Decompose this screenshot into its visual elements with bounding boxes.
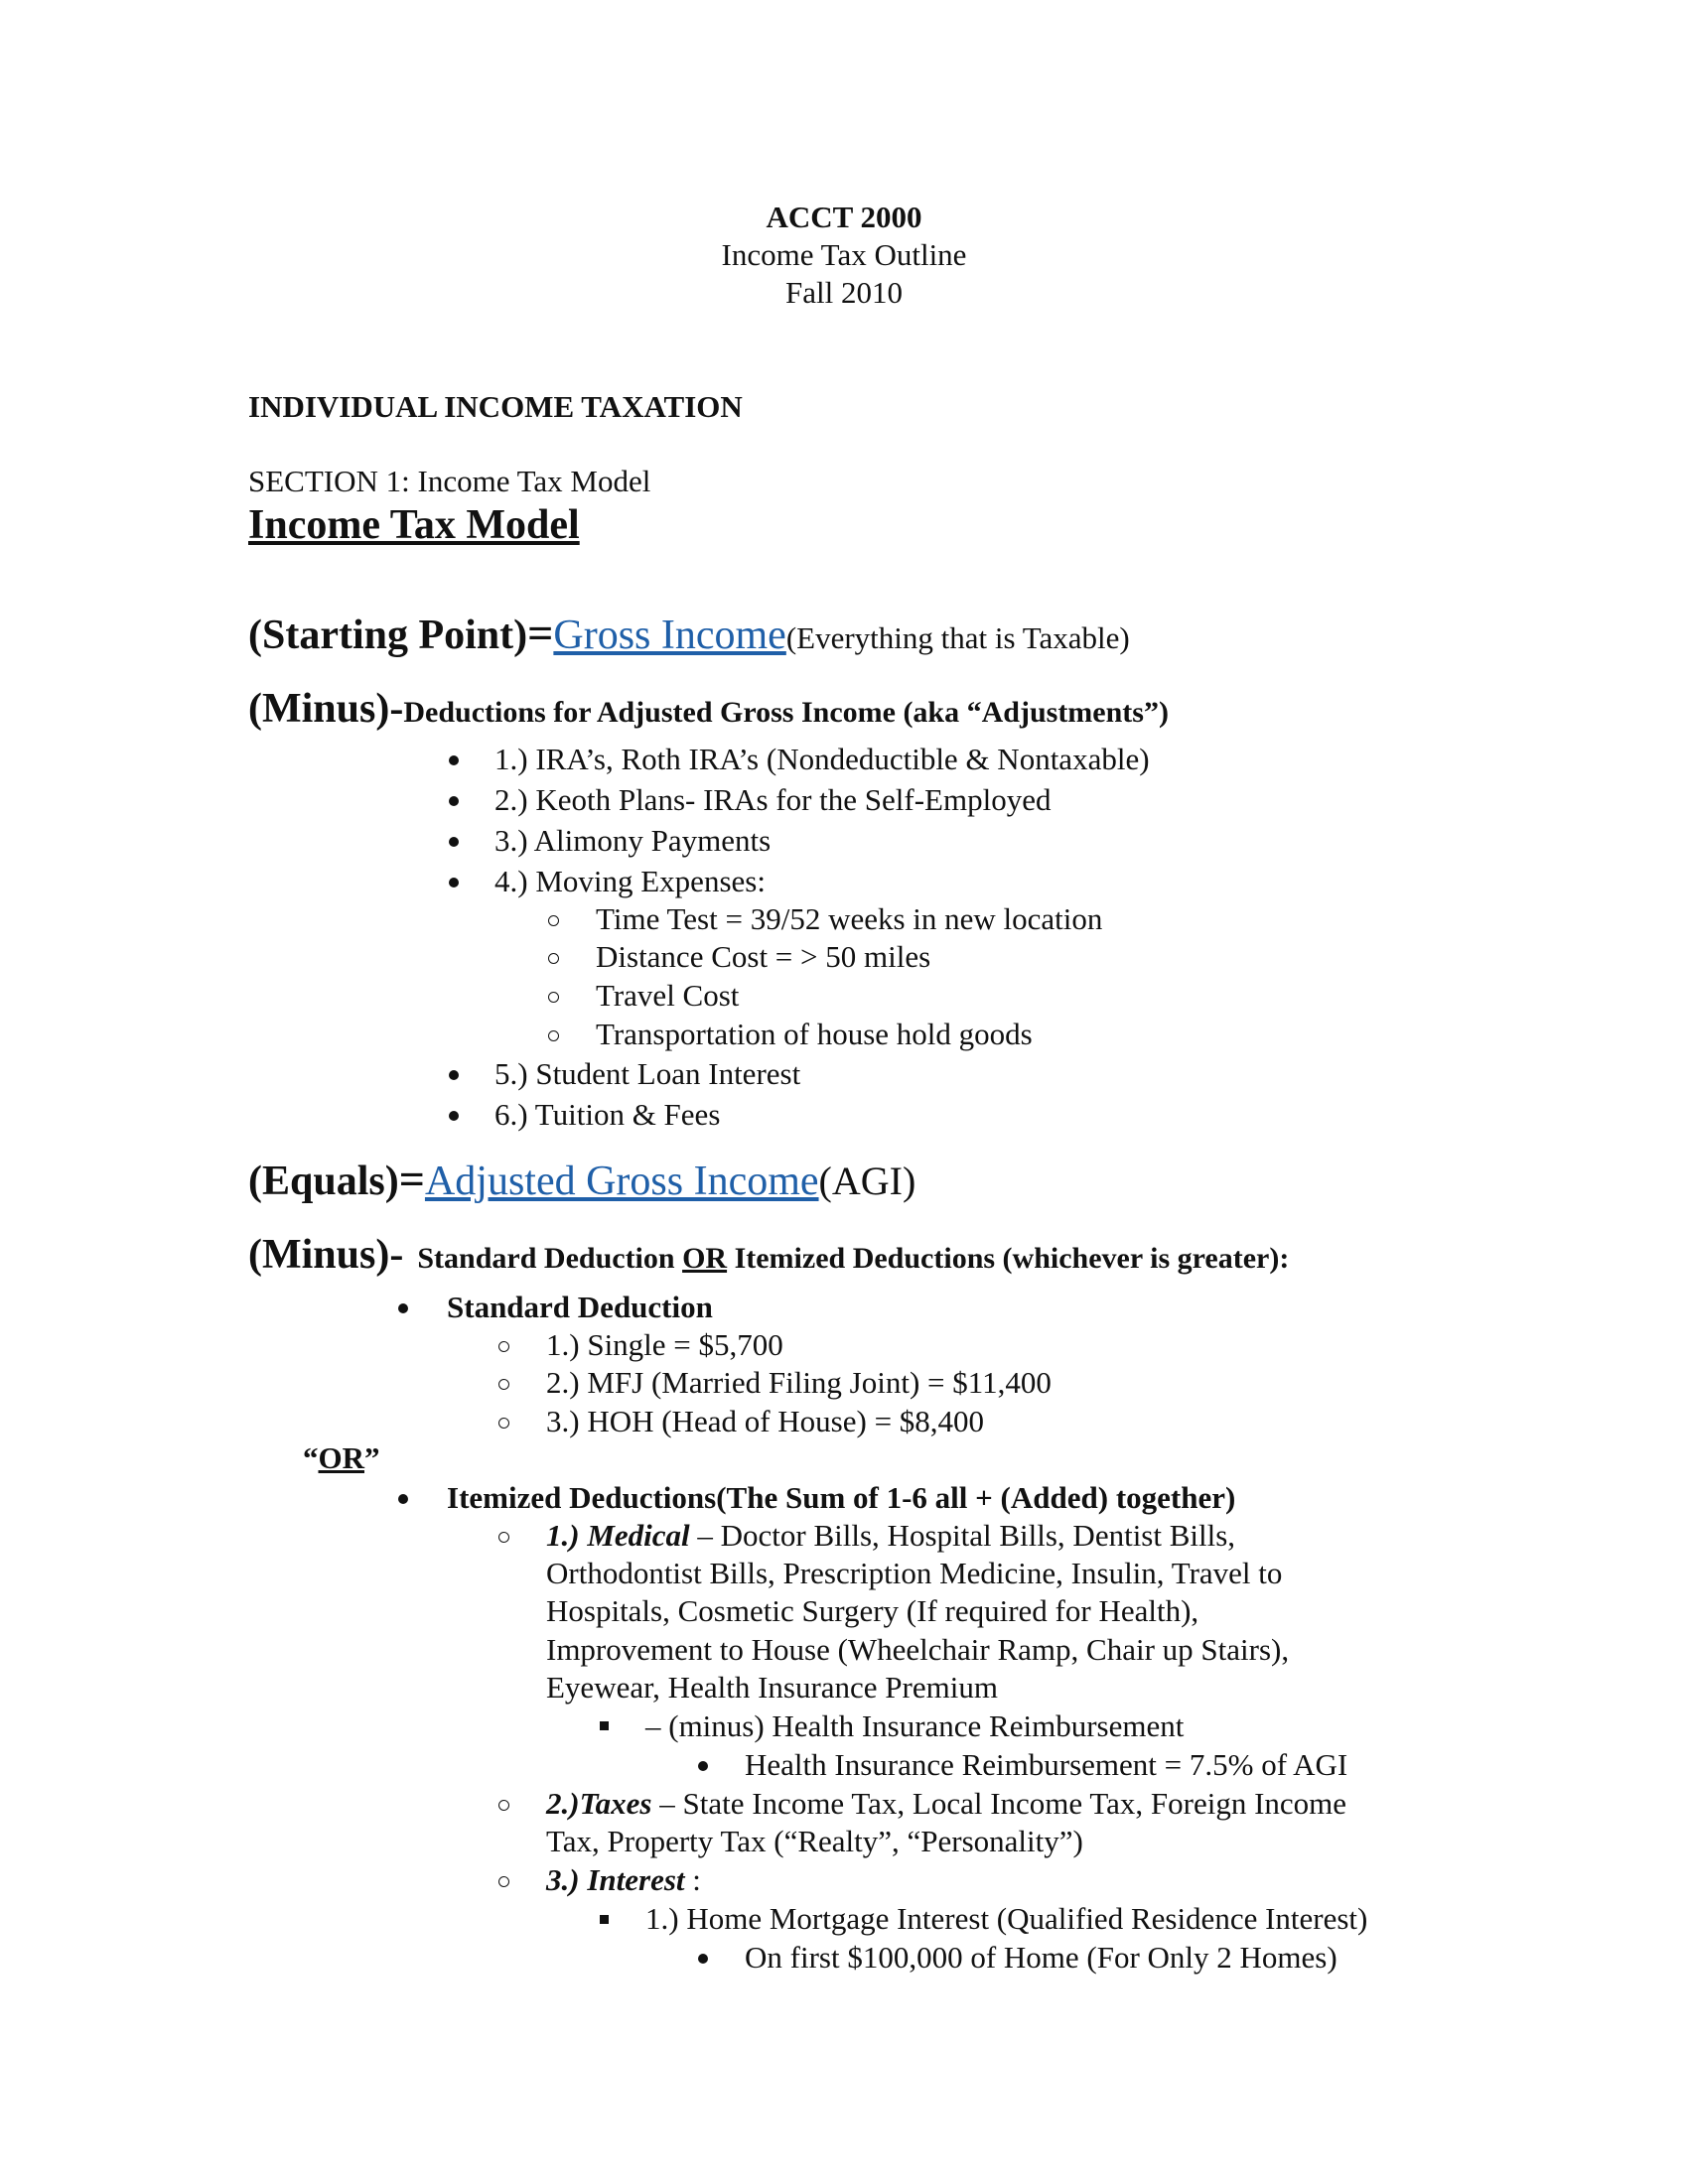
std-part2: Itemized Deductions (whichever is greater): <box>727 1242 1290 1275</box>
std-or-itemized-line <box>248 1227 1289 1292</box>
medical-text: Improvement to House (Wheelchair Ramp, Chair up Stairs), <box>546 1632 1290 1667</box>
gross-prefix: (Starting Point) <box>248 613 528 658</box>
part-title: INDIVIDUAL INCOME TAXATION <box>248 389 743 424</box>
std-part1: Standard Deduction <box>417 1242 683 1275</box>
standard-item: 3.) HOH (Head of House) = $8,400 <box>546 1404 985 1438</box>
or-label <box>303 1439 380 1477</box>
sub-list-item: Travel Cost <box>596 978 740 1013</box>
bullet <box>398 1303 408 1313</box>
itemized-title: Itemized Deductions(The Sum of 1-6 all + (Added) together) <box>447 1480 1236 1515</box>
bullet <box>449 1111 459 1121</box>
std-dash: - <box>389 1232 404 1278</box>
gross-income-line <box>248 606 1130 672</box>
sub-bullet <box>498 1876 509 1887</box>
agi-prefix: (Equals) <box>248 1159 399 1204</box>
bullet <box>449 878 459 887</box>
bullet <box>698 1761 708 1771</box>
sub-bullet <box>548 992 559 1003</box>
bullet <box>449 837 459 847</box>
std-prefix: (Minus) <box>248 1232 390 1278</box>
document-title: Income Tax Outline <box>721 237 967 272</box>
list-item: 1.) IRA’s, Roth IRA’s (Nondeductible & Nontaxable) <box>494 742 1150 776</box>
or-quote-open: “ <box>303 1440 319 1475</box>
list-item: 2.) Keoth Plans- IRAs for the Self-Employed <box>494 782 1052 817</box>
deductions-title: Deductions for Adjusted Gross Income (aka “Adjustments”) <box>403 696 1169 729</box>
taxes-line <box>546 1785 1346 1823</box>
gross-income-link[interactable]: Gross Income <box>553 613 786 658</box>
medical-text: Orthodontist Bills, Prescription Medicine, Insulin, Travel to <box>546 1556 1283 1590</box>
sub-bullet <box>498 1532 509 1543</box>
or-quote-close: ” <box>364 1440 380 1475</box>
deductions-prefix: (Minus) <box>248 686 390 732</box>
bullet <box>698 1954 708 1964</box>
standard-deduction-title: Standard Deduction <box>447 1290 713 1324</box>
list-item: 3.) Alimony Payments <box>494 823 772 858</box>
gross-equals: = <box>527 608 554 658</box>
interest-label: 3.) Interest <box>546 1862 685 1897</box>
medical-text: Hospitals, Cosmetic Surgery (If required for Health), <box>546 1593 1199 1628</box>
medical-sub-item: – (minus) Health Insurance Reimbursement <box>645 1708 1185 1743</box>
medical-text: Eyewear, Health Insurance Premium <box>546 1670 998 1705</box>
bullet <box>449 1070 459 1080</box>
sub-bullet <box>498 1800 509 1811</box>
sub-bullet <box>498 1379 509 1390</box>
term: Fall 2010 <box>785 275 903 310</box>
agi-suffix: (AGI) <box>818 1159 916 1203</box>
interest-colon: : <box>684 1862 701 1897</box>
course-code: ACCT 2000 <box>766 200 922 234</box>
standard-item: 1.) Single = $5,700 <box>546 1327 783 1362</box>
bullet <box>398 1494 408 1504</box>
deductions-dash: - <box>389 686 404 732</box>
medical-label: 1.) Medical <box>546 1518 690 1553</box>
sub-bullet <box>548 915 559 926</box>
taxes-text: – State Income Tax, Local Income Tax, Foreign Income <box>651 1786 1347 1821</box>
sub-list-item: Distance Cost = > 50 miles <box>596 939 931 974</box>
sub-list-item: Transportation of house hold goods <box>596 1017 1033 1051</box>
agi-equals: = <box>398 1154 425 1204</box>
model-heading: Income Tax Model <box>248 502 580 548</box>
standard-item: 2.) MFJ (Married Filing Joint) = $11,400 <box>546 1365 1052 1400</box>
section-label: SECTION 1: Income Tax Model <box>248 464 651 498</box>
sub-bullet <box>548 1030 559 1041</box>
list-item: 5.) Student Loan Interest <box>494 1056 801 1091</box>
sub-bullet <box>498 1418 509 1429</box>
square-bullet <box>600 1915 609 1924</box>
bullet <box>449 755 459 765</box>
gross-suffix: (Everything that is Taxable) <box>785 620 1130 655</box>
medical-text: – Doctor Bills, Hospital Bills, Dentist Bills, <box>689 1518 1236 1553</box>
agi-link[interactable]: Adjusted Gross Income <box>424 1159 819 1204</box>
medical-sub-sub-item: Health Insurance Reimbursement = 7.5% of AGI <box>745 1747 1348 1782</box>
taxes-text: Tax, Property Tax (“Realty”, “Personality”) <box>546 1824 1083 1858</box>
or-word: OR <box>318 1440 364 1475</box>
sub-bullet <box>498 1341 509 1352</box>
interest-sub-item: 1.) Home Mortgage Interest (Qualified Residence Interest) <box>645 1901 1368 1936</box>
sub-list-item: Time Test = 39/52 weeks in new location <box>596 901 1103 936</box>
list-item: 6.) Tuition & Fees <box>494 1097 721 1132</box>
medical-line <box>546 1517 1235 1555</box>
list-item: 4.) Moving Expenses: <box>494 864 766 898</box>
deductions-agi-line <box>248 681 1169 746</box>
taxes-label: 2.)Taxes <box>546 1786 652 1821</box>
bullet <box>449 796 459 806</box>
interest-line <box>546 1861 701 1899</box>
agi-line <box>248 1152 915 1218</box>
interest-sub-sub-item: On first $100,000 of Home (For Only 2 Homes) <box>745 1940 1337 1975</box>
square-bullet <box>600 1721 609 1730</box>
sub-bullet <box>548 953 559 964</box>
std-or: OR <box>682 1242 728 1275</box>
